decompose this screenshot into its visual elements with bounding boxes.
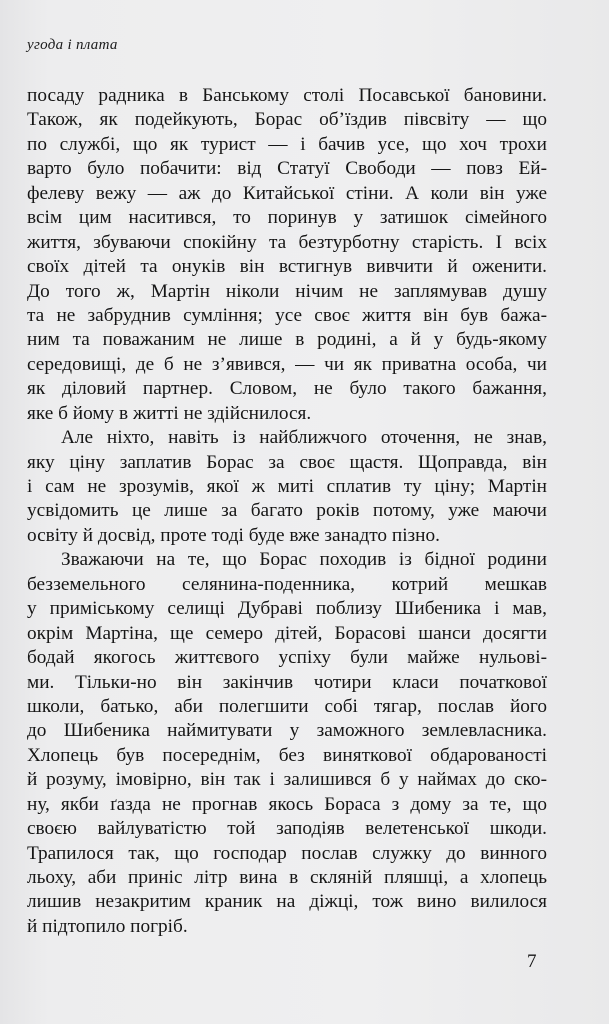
text-line: Зважаючи на те, що Борас походив із бідної родини xyxy=(61,549,547,571)
text-line: льоху, аби приніс літр вина в скляній пляшці, а хлопець xyxy=(27,867,547,888)
text-line: Також, як подейкують, Борас об’їздив півсвіту — що xyxy=(27,109,547,131)
text-line: й розуму, імовірно, він так і залишився б у наймах до ско- xyxy=(27,769,547,791)
text-line: у приміському селищі Дубраві поблизу Шибеника і мав, xyxy=(27,598,547,620)
text-line: як діловий партнер. Словом, не було такого бажання, xyxy=(27,378,547,400)
text-line: до Шибеника наймитувати у заможного землевласника. xyxy=(27,720,547,742)
text-line: своєю вайлуватістю той заподіяв велетенської шкоди. xyxy=(27,818,547,840)
text-line: і сам не зрозумів, якої ж миті сплатив ту ціну; Мартін xyxy=(27,476,547,497)
text-line: варто було побачити: від Статуї Свободи — повз Ей- xyxy=(27,158,547,180)
text-line: Трапилося так, що господар послав служку до винного xyxy=(27,842,547,864)
text-line: бодай якогось життєвого успіху були майже нульові- xyxy=(27,647,547,669)
text-line: лишив незакритим краник на діжці, тож вино вилилося xyxy=(27,891,547,913)
body-text xyxy=(27,84,547,939)
text-line: й підтопило погріб. xyxy=(27,915,188,937)
text-line: середовищі, де б не з’явився, — чи як приватна особа, чи xyxy=(27,353,547,375)
paragraph xyxy=(27,426,547,548)
text-line: усвідомить це лише за багато років потому, уже маючи xyxy=(27,500,547,522)
text-line: яку ціну заплатив Борас за своє щастя. Щоправда, він xyxy=(27,451,547,473)
text-line: фелеву вежу — аж до Китайської стіни. А коли він уже xyxy=(27,182,547,204)
paragraph xyxy=(27,548,547,939)
text-line: безземельного селянина-поденника, котрий мешкав xyxy=(27,573,547,595)
text-line: Хлопець був посереднім, без виняткової обдарованості xyxy=(27,744,547,766)
text-line: освіту й досвід, проте тоді буде вже занадто пізно. xyxy=(27,524,440,546)
text-line: окрім Мартіна, ще семеро дітей, Борасові шанси досягти xyxy=(27,622,547,644)
text-line: яке б йому в житті не здійснилося. xyxy=(27,402,312,424)
page-number: 7 xyxy=(527,951,537,972)
text-line: та не забруднив сумління; усе своє життя він був бажа- xyxy=(27,304,547,326)
text-line: школи, батько, аби полегшити собі тягар, послав його xyxy=(27,695,547,717)
text-line: життя, збуваючи спокійну та безтурботну старість. І всіх xyxy=(27,231,547,253)
text-line: своїх дітей та онуків він встигнув вивчити й оженити. xyxy=(27,256,547,278)
text-line: по службі, що як турист — і бачив усе, що хоч трохи xyxy=(27,133,547,155)
text-line: До того ж, Мартін ніколи нічим не заплямував душу xyxy=(27,280,547,302)
text-line: ну, якби ґазда не прогнав якось Бораса з дому за те, що xyxy=(27,793,547,815)
running-head: угода і плата xyxy=(27,37,118,53)
paragraph xyxy=(27,84,547,426)
text-line: ми. Тільки-но він закінчив чотири класи початкової xyxy=(27,671,547,693)
text-line: всім цим наситився, то поринув у затишок сімейного xyxy=(27,207,547,229)
text-line: посаду радника в Банському столі Посавської бановини. xyxy=(27,85,547,106)
text-line: ним та поважаним не лише в родині, а й у будь-якому xyxy=(27,329,547,351)
text-line: Але ніхто, навіть із найближчого оточення, не знав, xyxy=(61,427,547,449)
